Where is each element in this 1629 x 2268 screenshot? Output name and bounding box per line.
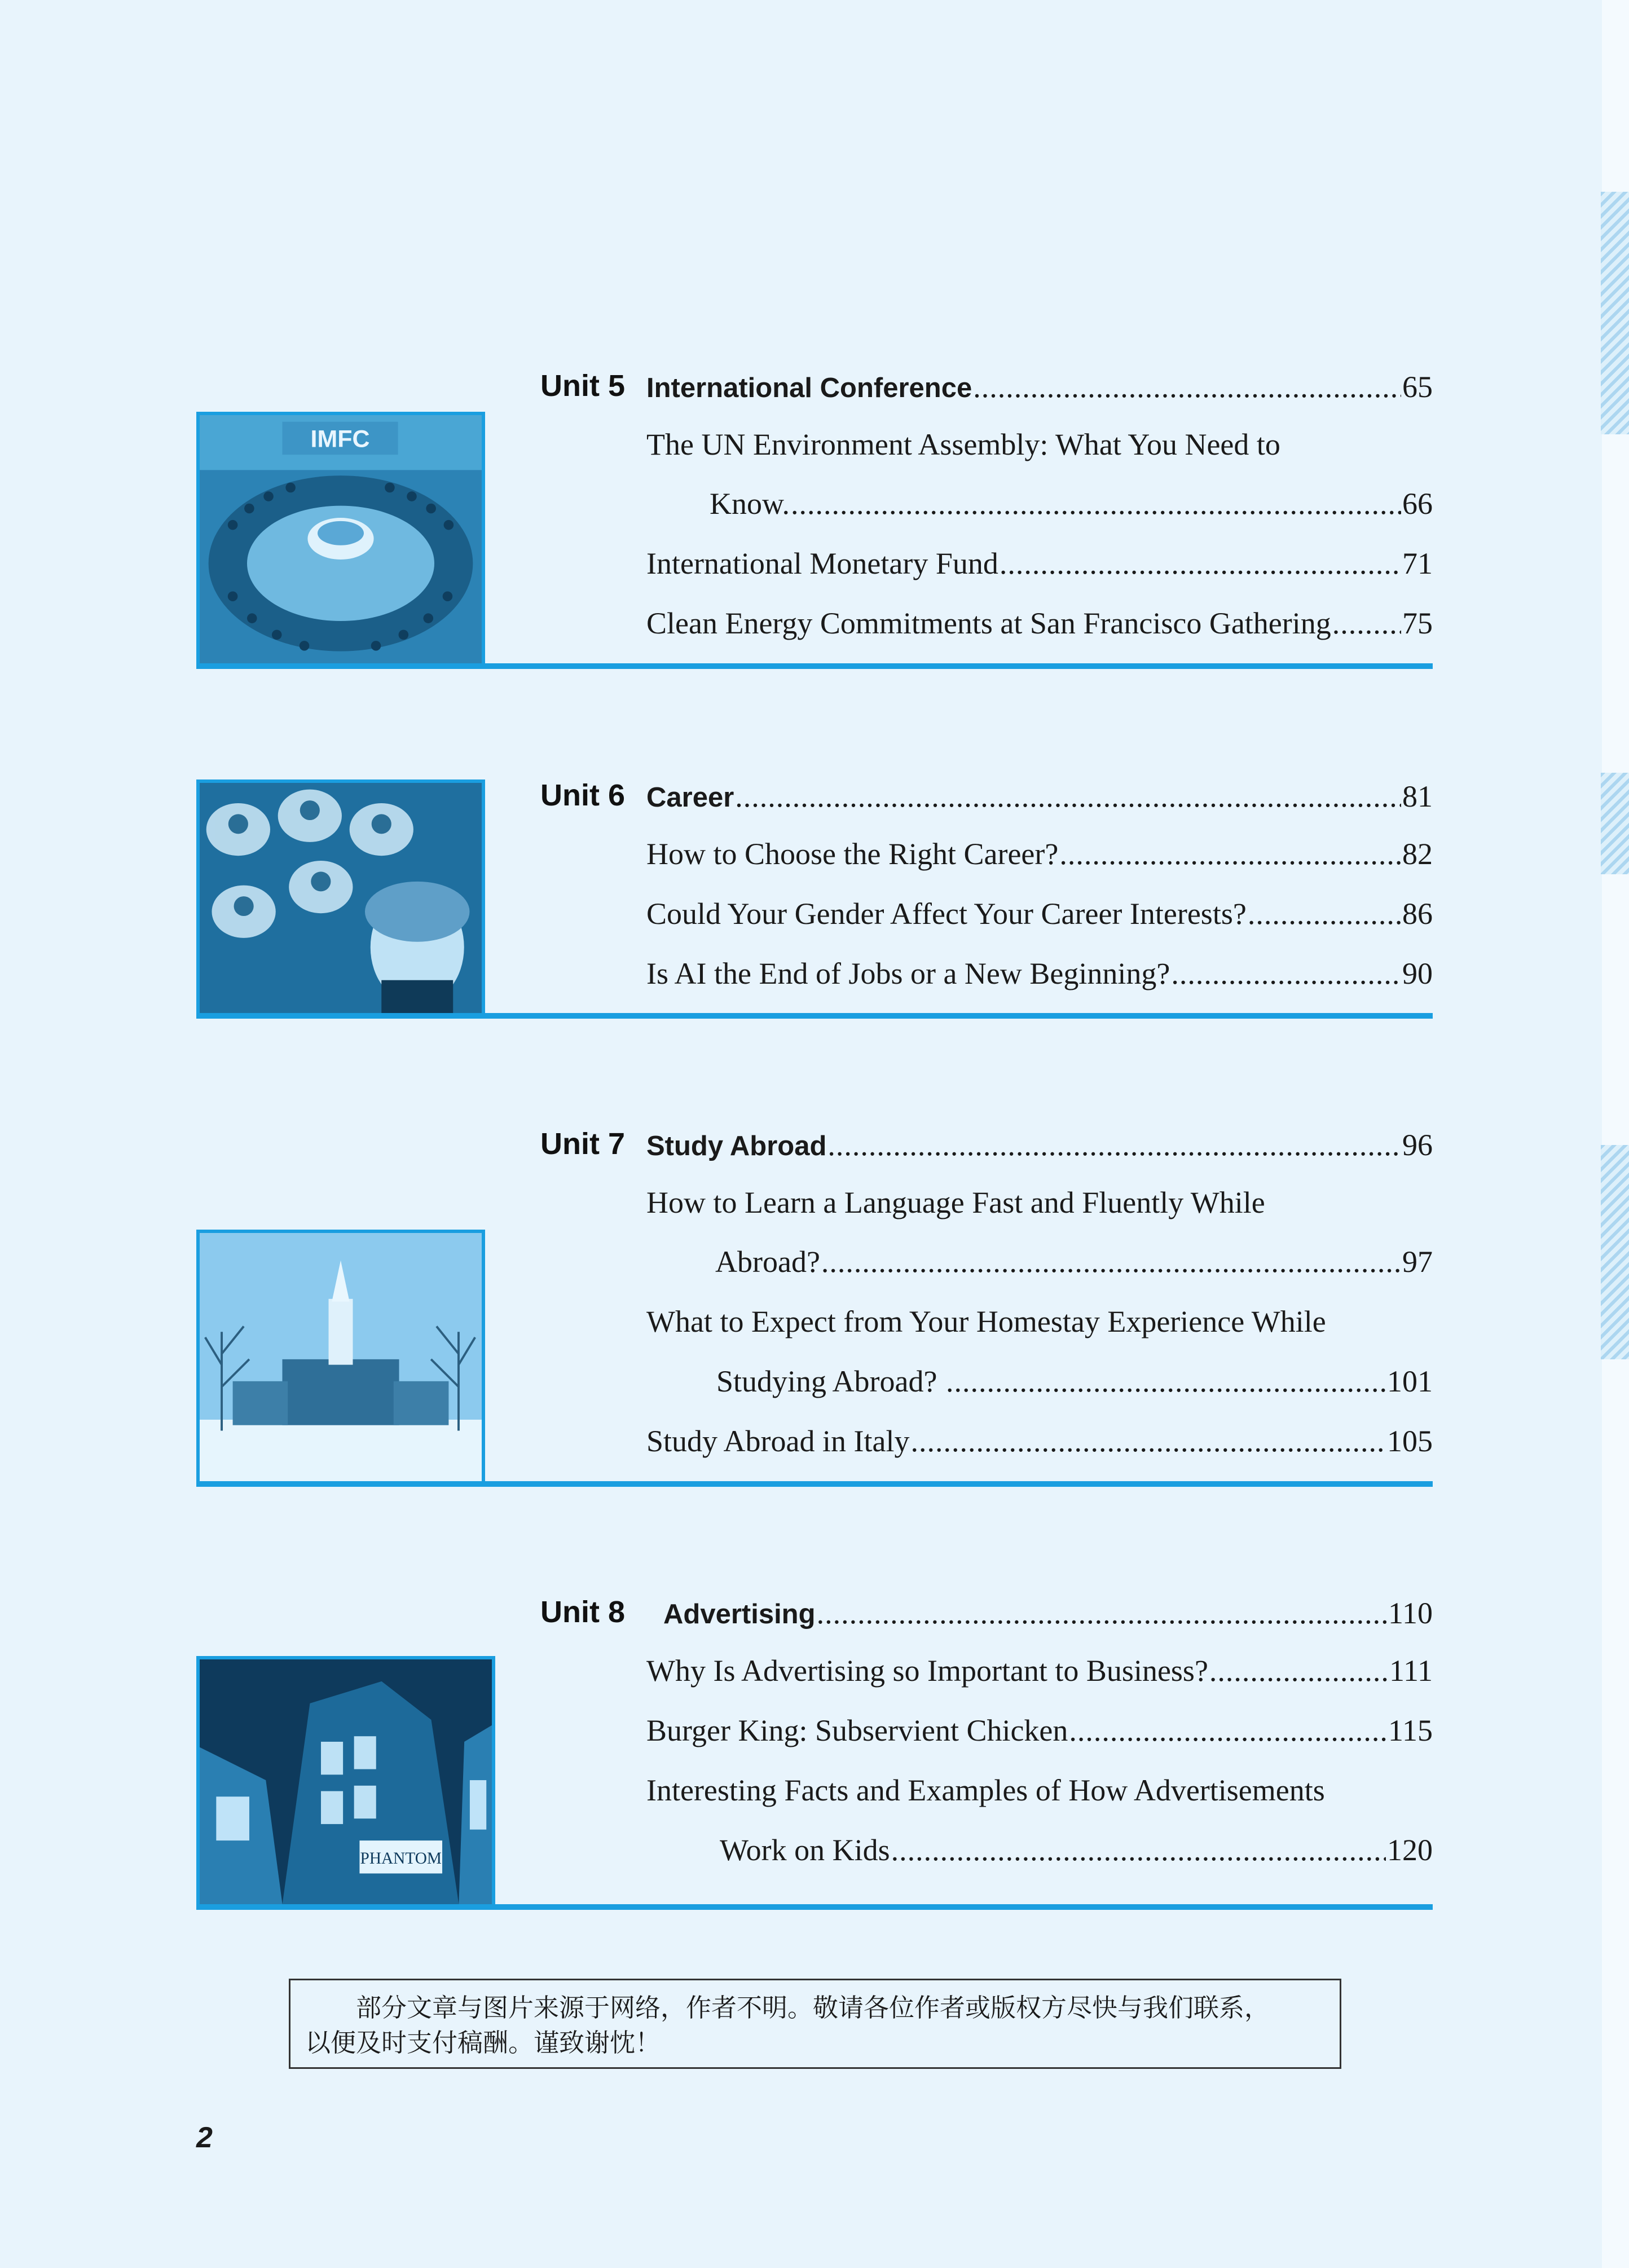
page-ref: 97 [1402,1245,1433,1279]
unit-5-label: Unit 5 [540,369,626,403]
article-title-line[interactable]: How to Learn a Language Fast and Fluently While [646,1186,1265,1219]
unit-8-title-entry[interactable] [663,1596,1433,1631]
dot-leader [821,1244,1401,1279]
page-number: 2 [196,2121,213,2154]
page-ref: 65 [1402,370,1433,404]
dot-leader [791,486,1401,521]
article-entry[interactable] [646,1713,1433,1748]
page-ref: 120 [1387,1833,1433,1867]
dot-leader [891,1833,1386,1868]
unit-title: Advertising [663,1599,816,1630]
unit-divider [196,1013,1433,1019]
article-title-line[interactable]: Interesting Facts and Examples of How Advertisements [646,1773,1325,1807]
notice-line-1: 部分文章与图片来源于网络，作者不明。敬请各位作者或版权方尽快与我们联系， [356,1993,1270,2023]
article-title-line: Abroad? [715,1245,820,1279]
dot-leader [817,1596,1387,1631]
article-entry[interactable] [716,1364,1433,1399]
unit-8-label: Unit 8 [540,1595,626,1629]
article-title-line[interactable]: The UN Environment Assembly: What You Need to [646,428,1280,461]
article-title-line: Know. [710,487,790,521]
page-ref: 110 [1388,1596,1433,1630]
page-ref: 115 [1388,1714,1433,1747]
unit-divider [196,1481,1433,1487]
page-ref: 86 [1402,897,1433,931]
dot-leader [1248,896,1401,931]
unit-8-photo [196,1656,495,1908]
page-ref: 105 [1387,1424,1433,1458]
page-ref: 81 [1402,780,1433,813]
page-ref: 82 [1402,837,1433,871]
edge-decoration [1601,773,1629,874]
unit-6-label: Unit 6 [540,778,626,812]
edge-decoration [1601,1145,1629,1359]
article-title: Study Abroad in Italy [646,1424,910,1458]
dot-leader [827,1128,1401,1162]
dot-leader [1332,606,1401,641]
imfc-banner: IMFC [310,425,370,453]
article-title: Why Is Advertising so Important to Business? [646,1654,1208,1688]
unit-5-photo [196,412,485,667]
phantom-sign: PHANTOM [360,1849,442,1868]
article-title: How to Choose the Right Career? [646,837,1059,871]
dot-leader [973,369,1401,404]
unit-7-label: Unit 7 [540,1127,626,1161]
article-entry[interactable] [720,1833,1433,1868]
article-title: Burger King: Subservient Chicken [646,1714,1068,1747]
article-entry[interactable] [710,486,1433,521]
article-entry[interactable] [646,606,1433,641]
article-title: Could Your Gender Affect Your Career Interests? [646,897,1247,931]
page-ref: 75 [1402,606,1433,640]
unit-title: Study Abroad [646,1131,827,1161]
notice-line-2: 以便及时支付稿酬。谨致谢忱！ [305,2028,661,2058]
page-ref: 66 [1402,487,1433,521]
page-ref: 111 [1389,1654,1433,1688]
unit-title: International Conference [646,373,972,403]
article-entry[interactable] [646,836,1433,871]
edge-decoration [1601,192,1629,434]
dot-leader [1209,1653,1388,1688]
dot-leader [735,779,1401,814]
article-entry[interactable] [715,1244,1433,1279]
article-title: Clean Energy Commitments at San Francisco Gathering [646,606,1331,640]
article-entry[interactable] [646,546,1433,581]
unit-7-photo [196,1230,485,1485]
unit-6-photo [196,780,485,1016]
article-title-line[interactable]: What to Expect from Your Homestay Experience While [646,1305,1326,1338]
article-title: Is AI the End of Jobs or a New Beginning? [646,957,1170,990]
page-ref: 96 [1402,1128,1433,1162]
unit-divider [196,1904,1433,1910]
article-title: International Monetary Fund [646,547,998,580]
unit-title: Career [646,782,734,813]
article-title-line: Work on Kids [720,1833,890,1867]
dot-leader [910,1424,1386,1459]
dot-leader [1059,836,1401,871]
article-entry[interactable] [646,1424,1433,1459]
unit-7-title-entry[interactable] [646,1128,1433,1162]
article-entry[interactable] [646,1653,1433,1688]
page-ref: 71 [1402,547,1433,580]
copyright-notice [289,1979,1341,2069]
article-entry[interactable] [646,956,1433,991]
unit-5-title-entry[interactable] [646,369,1433,404]
page-ref: 101 [1387,1364,1433,1398]
dot-leader [1069,1713,1387,1748]
dot-leader [1000,546,1401,581]
unit-divider [196,663,1433,669]
dot-leader [1171,956,1401,991]
article-title-line: Studying Abroad? [716,1364,945,1398]
unit-6-title-entry[interactable] [646,779,1433,814]
dot-leader [946,1364,1386,1399]
page-ref: 90 [1402,957,1433,990]
article-entry[interactable] [646,896,1433,931]
